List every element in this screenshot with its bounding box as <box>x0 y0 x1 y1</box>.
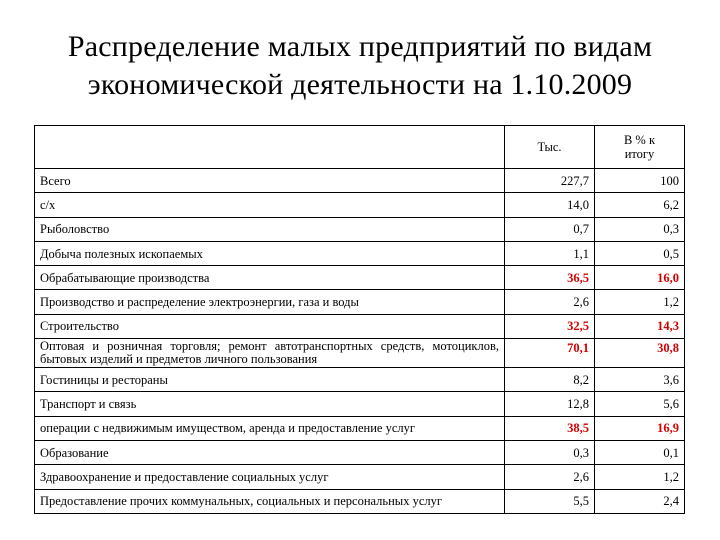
row-percent: 100 <box>595 169 685 193</box>
row-percent: 3,6 <box>595 368 685 392</box>
row-label: Здравоохранение и предоставление социальных услуг <box>35 465 505 489</box>
row-percent-highlighted: 14,3 <box>595 314 685 338</box>
row-percent-highlighted: 30,8 <box>595 339 685 368</box>
row-label: Обрабатывающие производства <box>35 266 505 290</box>
row-label: Всего <box>35 169 505 193</box>
table-header-row <box>35 126 685 169</box>
row-thousands: 14,0 <box>505 193 595 217</box>
row-thousands-highlighted: 36,5 <box>505 266 595 290</box>
header-percent-line-2: итогу <box>624 147 655 161</box>
row-thousands: 1,1 <box>505 241 595 265</box>
row-label: Предоставление прочих коммунальных, социальных и персональных услуг <box>35 489 505 513</box>
row-percent: 0,3 <box>595 217 685 241</box>
row-label: Строительство <box>35 314 505 338</box>
row-percent-highlighted: 16,0 <box>595 266 685 290</box>
row-percent: 0,1 <box>595 440 685 464</box>
table-row <box>35 241 685 265</box>
table-row <box>35 416 685 440</box>
row-label: Гостиницы и рестораны <box>35 368 505 392</box>
row-thousands: 2,6 <box>505 465 595 489</box>
row-label: Оптовая и розничная торговля; ремонт автотранспортных средств, мотоциклов, бытовых изделий и предметов личного пользования <box>35 339 505 368</box>
title-line-2: экономической деятельности на 1.10.2009 <box>87 68 633 101</box>
row-percent: 1,2 <box>595 290 685 314</box>
header-cell-percent <box>595 126 685 169</box>
row-label: Добыча полезных ископаемых <box>35 241 505 265</box>
row-percent: 1,2 <box>595 465 685 489</box>
row-thousands: 2,6 <box>505 290 595 314</box>
row-label: Образование <box>35 440 505 464</box>
table-row <box>35 465 685 489</box>
row-label: Транспорт и связь <box>35 392 505 416</box>
header-percent-line-1: В % к <box>623 133 656 147</box>
table-row <box>35 193 685 217</box>
row-percent-highlighted: 16,9 <box>595 416 685 440</box>
row-thousands: 0,7 <box>505 217 595 241</box>
row-label: Производство и распределение электроэнергии, газа и воды <box>35 290 505 314</box>
header-cell-thousands: Тыс. <box>505 126 595 169</box>
header-cell-activity <box>35 126 505 169</box>
row-percent: 2,4 <box>595 489 685 513</box>
row-thousands: 0,3 <box>505 440 595 464</box>
table-row <box>35 339 685 368</box>
row-percent: 5,6 <box>595 392 685 416</box>
table-row <box>35 440 685 464</box>
table-row <box>35 392 685 416</box>
row-label: Рыболовство <box>35 217 505 241</box>
table-row <box>35 489 685 513</box>
row-percent: 6,2 <box>595 193 685 217</box>
row-thousands-highlighted: 38,5 <box>505 416 595 440</box>
row-thousands: 227,7 <box>505 169 595 193</box>
enterprise-distribution-table <box>34 125 685 514</box>
row-thousands: 12,8 <box>505 392 595 416</box>
row-thousands-highlighted: 32,5 <box>505 314 595 338</box>
row-label: операции с недвижимым имуществом, аренда и предоставление услуг <box>35 416 505 440</box>
row-thousands: 5,5 <box>505 489 595 513</box>
row-thousands-highlighted: 70,1 <box>505 339 595 368</box>
title-line-1: Распределение малых предприятий по видам <box>67 30 653 63</box>
row-label: с/х <box>35 193 505 217</box>
slide-title <box>0 28 720 104</box>
table-row <box>35 169 685 193</box>
row-percent: 0,5 <box>595 241 685 265</box>
table-row <box>35 217 685 241</box>
table-row <box>35 368 685 392</box>
table-row <box>35 266 685 290</box>
table-row <box>35 290 685 314</box>
row-thousands: 8,2 <box>505 368 595 392</box>
table-row <box>35 314 685 338</box>
